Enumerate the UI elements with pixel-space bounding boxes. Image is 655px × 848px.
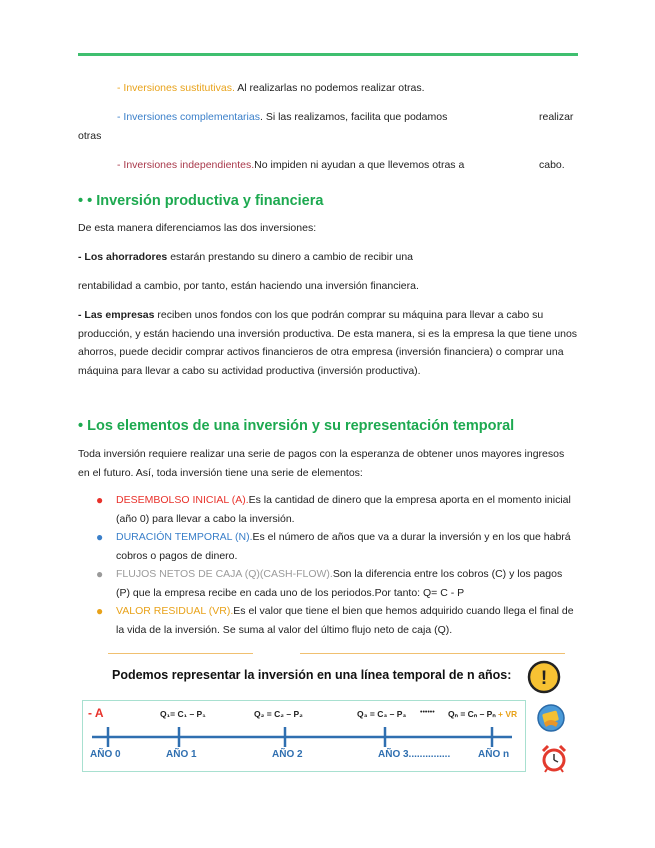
section-heading-productiva: • • Inversión productiva y financiera — [78, 193, 324, 209]
bullet-dot: ● — [96, 604, 104, 618]
yearn-label: AÑO n — [478, 749, 510, 760]
section-heading-elementos: • Los elementos de una inversión y su representación temporal — [78, 418, 515, 434]
type-sustitutivas — [117, 79, 425, 98]
elements-list — [78, 491, 578, 639]
year2-label: AÑO 2 — [272, 749, 303, 760]
element-label: DURACIÓN TEMPORAL (N). — [116, 531, 253, 543]
list-item — [78, 491, 578, 528]
type-independientes — [117, 156, 537, 175]
section2-intro: Toda inversión requiere realizar una serie de pagos con la esperanza de obtener unos mayores ingresos en el futuro. Así, toda inversión tiene una serie de elementos: — [78, 448, 565, 479]
element-text: Es la cantidad de dinero que la empresa aporta en el momento inicial (año 0) para llevar a cabo la inversión. — [116, 494, 571, 525]
ahorradores-paragraph — [78, 248, 578, 267]
element-text: Es el valor que tiene el bien que hemos adquirido cuando llega el final de la vida de la inversión. Se suma al valor del último flujo neto de caja (Q). — [116, 605, 574, 636]
warning-mark: ! — [540, 668, 548, 689]
q2-label: Q₂ = C₂ – P₂ — [254, 709, 303, 719]
element-text: Es el número de años que va a durar la inversión y en los que habrá cobros o pagos de dinero. — [116, 531, 571, 562]
bullet-dot: ● — [96, 493, 104, 507]
type-text: . Si las realizamos, facilita que podamos — [259, 111, 448, 123]
empresas-text: reciben unos fondos con los que podrán comprar su máquina para llevar a cabo su producción, y están haciendo una inversión productiva. De esta manera, si es la empresa la que tiene unos ahorros, puede decidir comprar activos financieros de otra empresa (inversión financiera) o comprar una máquina para llevar a cabo su actividad productiva (inversión productiva). — [78, 309, 578, 377]
type-complementarias — [117, 108, 537, 127]
type-label: - Inversiones complementarias — [117, 111, 260, 123]
year0-label: AÑO 0 — [90, 749, 121, 760]
list-item — [78, 565, 578, 602]
type-independientes-word: cabo. — [539, 159, 565, 171]
q1-label: Q₁= C₁ – P₁ — [160, 709, 206, 719]
type-text: No impiden ni ayudan a que llevemos otras a — [254, 159, 465, 171]
q3-label: Q₃ = C₃ – P₃ — [357, 709, 407, 719]
list-item — [78, 602, 578, 639]
element-label: DESEMBOLSO INICIAL (A). — [116, 494, 249, 506]
separator-left — [108, 653, 253, 654]
alarm-clock-icon — [540, 743, 568, 773]
empresas-paragraph — [78, 306, 578, 380]
bullet-dot: ● — [96, 530, 104, 544]
type-text: Al realizarlas no podemos realizar otras. — [234, 82, 425, 94]
initial-outlay-label: - A — [88, 706, 104, 720]
ellipsis-dots: •••••• — [420, 709, 435, 716]
ahorradores-cont: rentabilidad a cambio, por tanto, están haciendo una inversión financiera. — [78, 280, 419, 292]
separator-right — [300, 653, 565, 654]
type-label: - Inversiones independientes. — [117, 159, 255, 171]
element-label: VALOR RESIDUAL (VR). — [116, 605, 234, 617]
bullet-dot: ● — [96, 567, 104, 581]
element-label: FLUJOS NETOS DE CAJA (Q)(CASH-FLOW). — [116, 568, 333, 580]
list-item — [78, 528, 578, 565]
top-divider — [78, 53, 578, 56]
year1-label: AÑO 1 — [166, 749, 197, 760]
money-icon — [536, 703, 566, 733]
type-complementarias-cont: otras — [78, 130, 102, 142]
element-text: Son la diferencia entre los cobros (C) y los pagos (P) que la empresa recibe en cada uno de los periodos.Por tanto: Q= C - P — [116, 568, 563, 599]
timeline-title: Podemos representar la inversión en una línea temporal de n años: — [112, 668, 512, 682]
ahorradores-text: estarán prestando su dinero a cambio de recibir una — [167, 251, 414, 263]
type-complementarias-word: realizar — [539, 111, 574, 123]
empresas-bold: - Las empresas — [78, 309, 155, 321]
warning-icon — [526, 659, 562, 695]
qn-label: Qₙ = Cₙ – Pₙ — [448, 709, 496, 719]
type-label: - Inversiones sustitutivas. — [117, 82, 235, 94]
vr-label: + VR — [498, 709, 518, 719]
ahorradores-bold: - Los ahorradores — [78, 251, 168, 263]
timeline-diagram — [82, 700, 526, 772]
year3-label: AÑO 3............... — [378, 749, 451, 760]
section1-intro: De esta manera diferenciamos las dos inversiones: — [78, 222, 317, 234]
